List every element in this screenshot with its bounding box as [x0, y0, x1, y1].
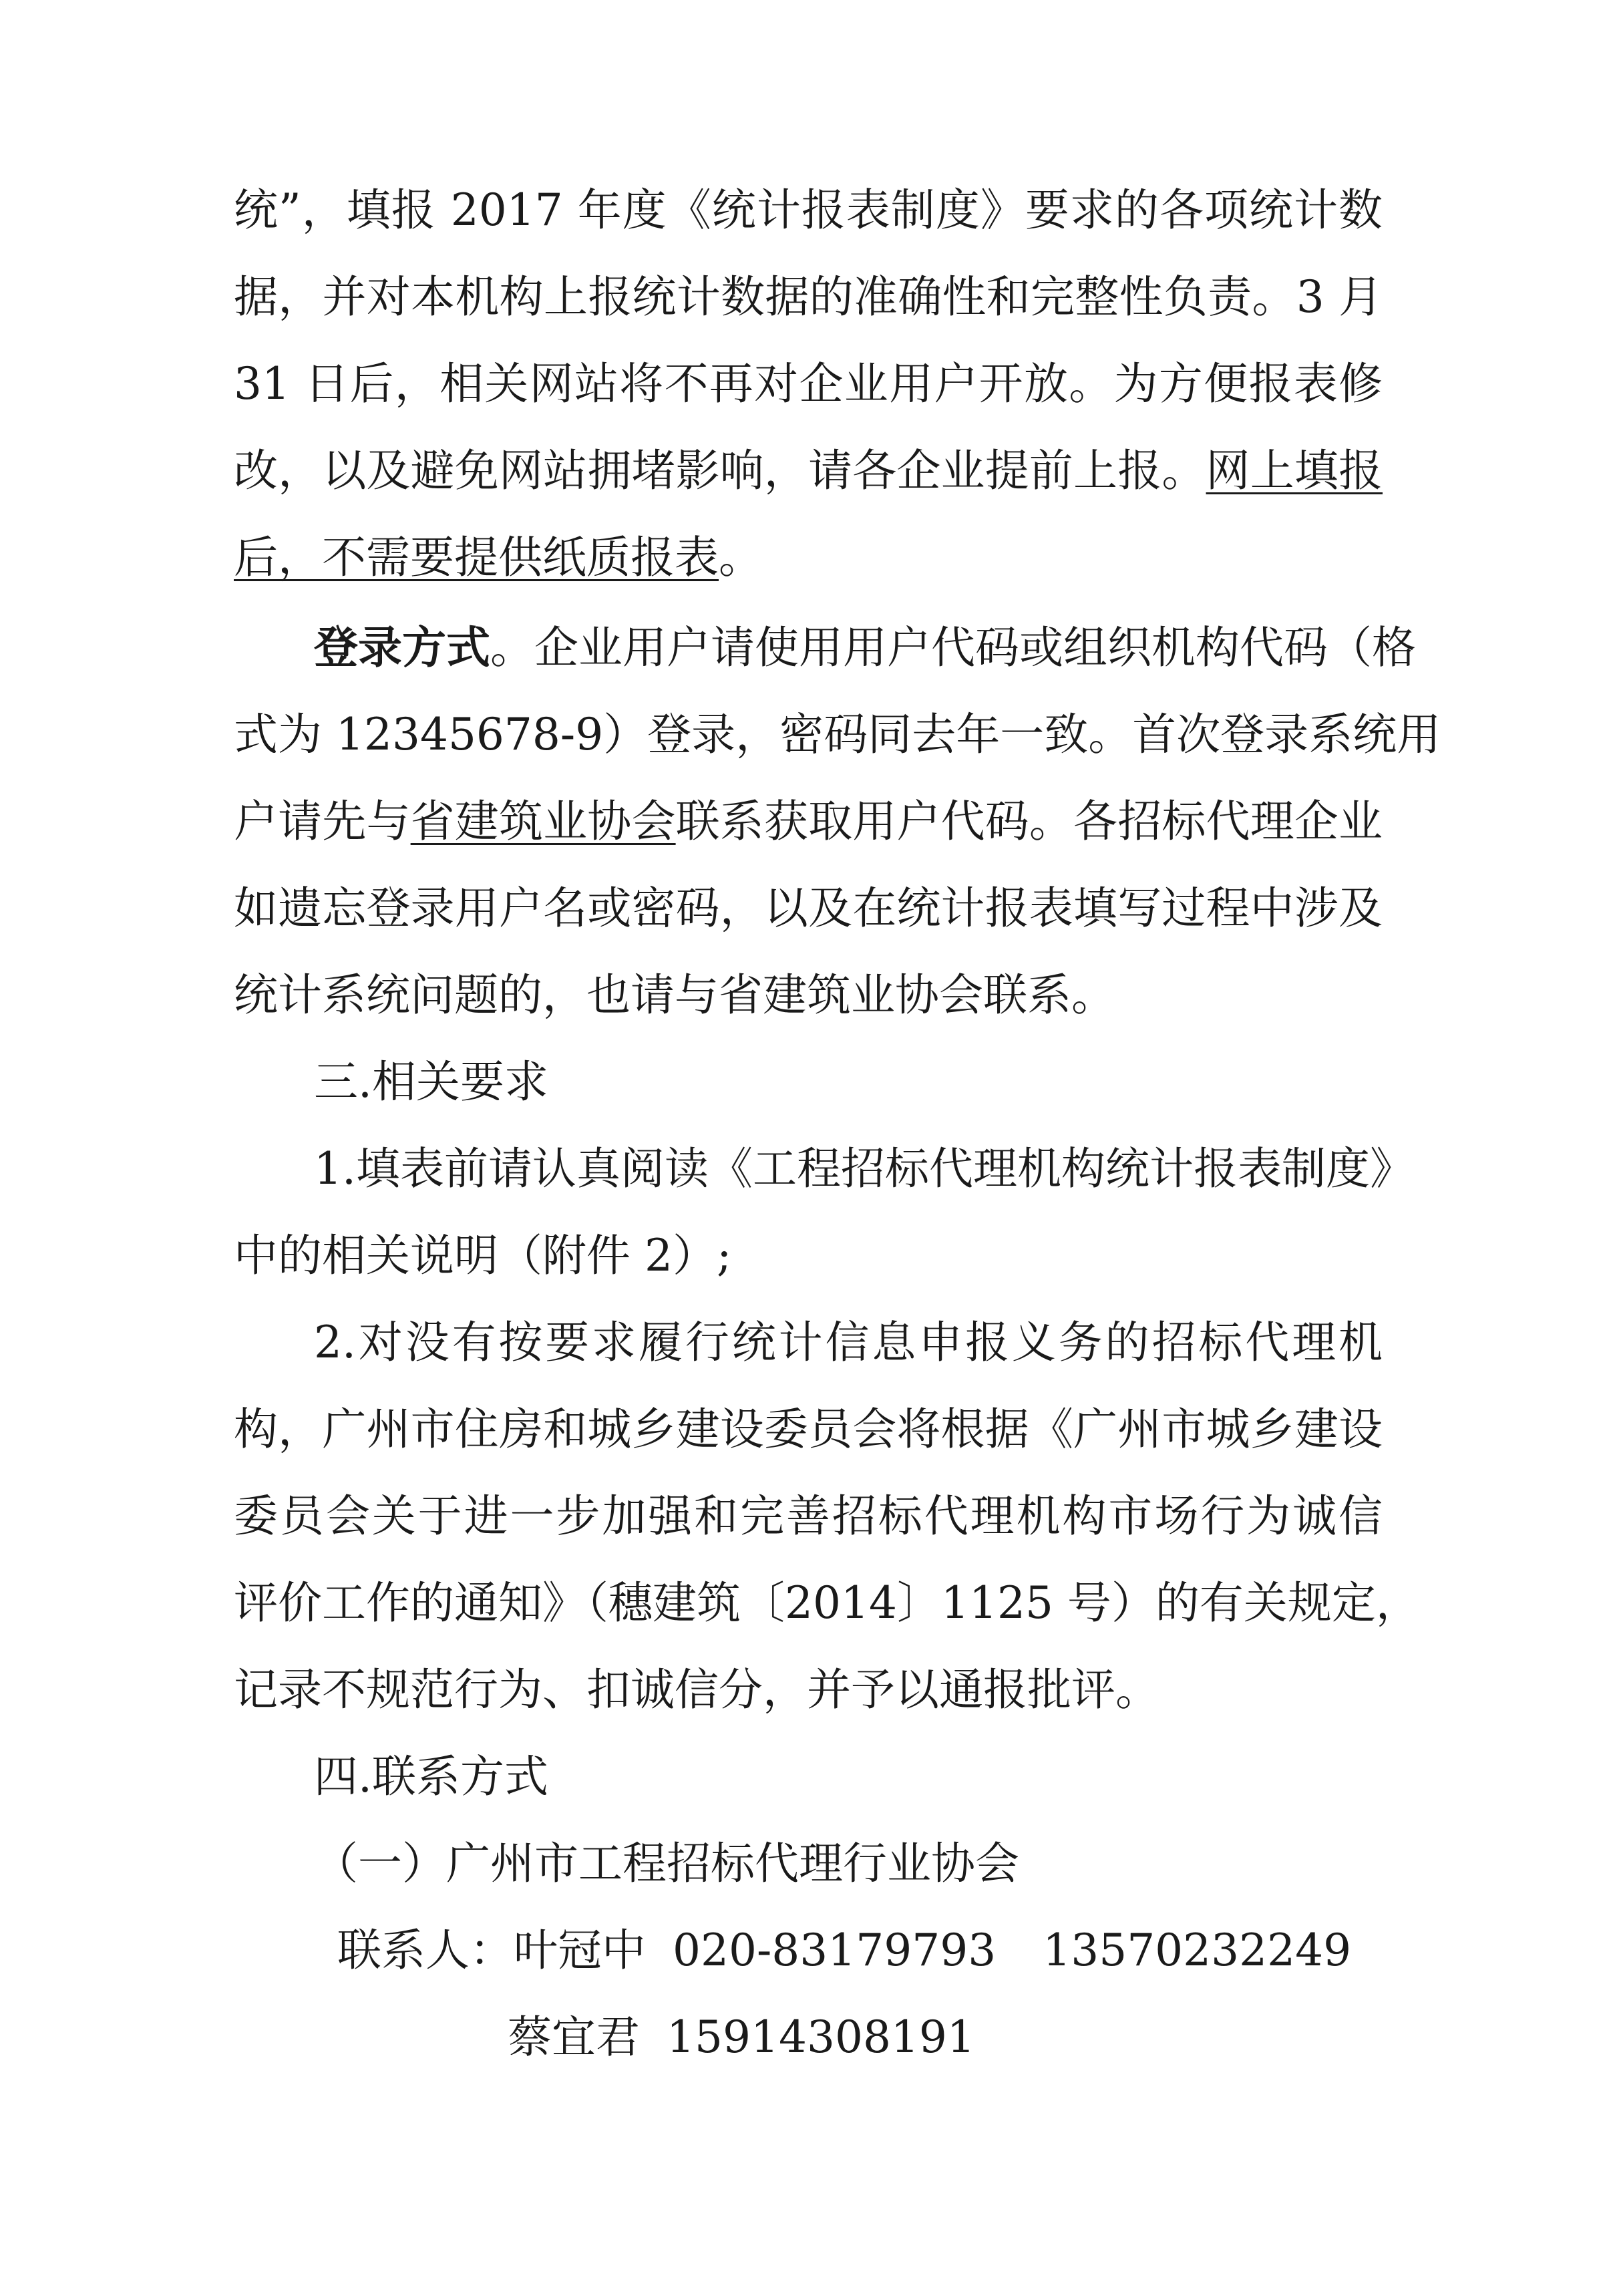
- login-line-2: 式为 12345678-9）登录，密码同去年一致。首次登录系统用: [234, 709, 1441, 760]
- section-3-title: 三.相关要求: [314, 1056, 548, 1108]
- login-line-5: 统计系统问题的，也请与省建筑业协会联系。: [234, 969, 1115, 1021]
- login-line-1: [314, 621, 1416, 675]
- contact-1-phone-2: 13570232249: [1043, 1925, 1352, 1976]
- login-line-3-pre: 户请先与: [234, 796, 411, 847]
- body-line-3: 31 日后，相关网站将不再对企业用户开放。为方便报表修: [234, 358, 1383, 409]
- login-line-4: 如遗忘登录用户名或密码，以及在统计报表填写过程中涉及: [234, 882, 1383, 934]
- login-heading: 登录方式: [314, 622, 490, 673]
- section-3-item-1-line-2: 中的相关说明（附件 2）;: [234, 1230, 732, 1281]
- underlined-notice-part2: 后，不需要提供纸质报表: [234, 532, 719, 583]
- section-3-item-1-line-1: 1.填表前请认真阅读《工程招标代理机构统计报表制度》: [314, 1143, 1414, 1194]
- body-line-2: 据，并对本机构上报统计数据的准确性和完整性负责。3 月: [234, 271, 1383, 323]
- login-line-3: [234, 795, 1383, 848]
- contact-row-2: [508, 2011, 975, 2064]
- section-3-item-2-line-2: 构，广州市住房和城乡建设委员会将根据《广州市城乡建设: [234, 1404, 1383, 1455]
- contact-1-name: 叶冠中: [514, 1925, 646, 1976]
- body-line-5-tail: 。: [719, 532, 763, 583]
- section-4-title: 四.联系方式: [314, 1751, 548, 1802]
- contact-label: 联系人：: [337, 1925, 514, 1976]
- login-line-1-text: 。企业用户请使用用户代码或组织机构代码（格: [490, 622, 1416, 673]
- section-4-subheading: （一）广州市工程招标代理行业协会: [314, 1838, 1019, 1889]
- body-line-4: [234, 444, 1383, 498]
- contact-1-phone-1: 020-83179793: [673, 1925, 997, 1976]
- login-line-3-post: 联系获取用户代码。各招标代理企业: [675, 796, 1383, 847]
- section-3-item-2-line-3: 委员会关于进一步加强和完善招标代理机构市场行为诚信: [234, 1490, 1383, 1542]
- body-line-4-text: 改，以及避免网站拥堵影响，请各企业提前上报。: [234, 445, 1206, 496]
- underlined-notice-part1: 网上填报: [1206, 445, 1383, 496]
- body-line-5: [234, 531, 763, 585]
- provincial-association-link-text: 省建筑业协会: [410, 796, 676, 847]
- section-3-item-2-line-4: 评价工作的通知》（穗建筑〔2014〕1125 号）的有关规定，: [234, 1577, 1420, 1629]
- contact-2-phone: 15914308191: [667, 2011, 975, 2063]
- section-3-item-2-line-1: 2.对没有按要求履行统计信息申报义务的招标代理机: [314, 1317, 1383, 1368]
- contact-2-name: 蔡宜君: [508, 2011, 640, 2063]
- body-line-1: 统”，填报 2017 年度《统计报表制度》要求的各项统计数: [234, 184, 1383, 236]
- section-3-item-2-line-5: 记录不规范行为、扣诚信分，并予以通报批评。: [234, 1664, 1159, 1715]
- contact-row-1: [337, 1924, 1351, 1977]
